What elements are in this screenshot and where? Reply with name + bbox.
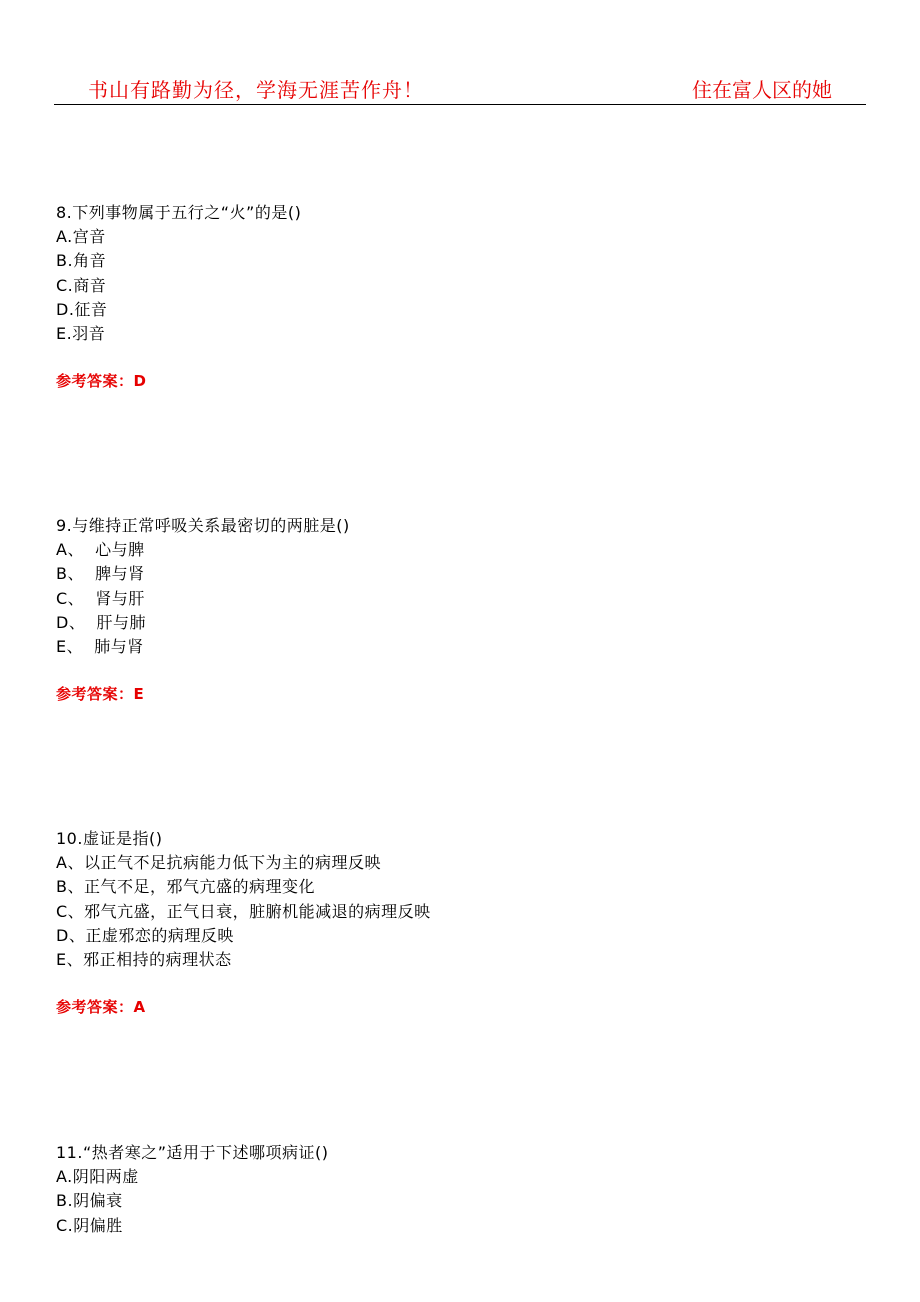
question-11 (56, 1141, 329, 1238)
question-9 (56, 514, 350, 706)
page-header (54, 68, 866, 105)
option-c: C、 肾与肝 (56, 588, 145, 608)
header-motto: 书山有路勤为径，学海无涯苦作舟！ (88, 78, 424, 102)
option-d: D、正虚邪恋的病理反映 (56, 925, 234, 945)
option-b: B.角音 (56, 251, 107, 271)
option-a: A、以正气不足抗病能力低下为主的病理反映 (56, 853, 381, 873)
question-8 (56, 201, 301, 393)
option-b: B、 脾与肾 (56, 564, 145, 584)
question-stem: 8.下列事物属于五行之“火”的是() (56, 203, 302, 222)
option-c: C、邪气亢盛，正气日衰，脏腑机能减退的病理反映 (56, 901, 431, 921)
option-a: A.阴阳两虚 (56, 1167, 139, 1187)
option-c: C.商音 (56, 275, 107, 295)
question-stem: 9.与维持正常呼吸关系最密切的两脏是() (56, 516, 350, 535)
option-a: A.宫音 (56, 227, 106, 247)
option-a: A、 心与脾 (56, 540, 145, 560)
question-stem: 10.虚证是指() (56, 829, 163, 848)
option-d: D、 肝与肺 (56, 612, 146, 632)
question-10 (56, 827, 431, 1019)
answer-label: 参考答案：A (56, 998, 146, 1017)
question-stem: 11.“热者寒之”适用于下述哪项病证() (56, 1143, 329, 1162)
option-e: E、邪正相持的病理状态 (56, 950, 232, 970)
answer-label: 参考答案：D (56, 372, 147, 391)
option-e: E.羽音 (56, 324, 106, 344)
answer-label: 参考答案：E (56, 685, 145, 704)
option-e: E、 肺与肾 (56, 637, 144, 657)
option-c: C.阴偏胜 (56, 1215, 123, 1235)
option-d: D.征音 (56, 299, 108, 319)
option-b: B.阴偏衰 (56, 1191, 123, 1211)
option-b: B、正气不足，邪气亢盛的病理变化 (56, 877, 315, 897)
header-author: 住在富人区的她 (692, 78, 832, 102)
